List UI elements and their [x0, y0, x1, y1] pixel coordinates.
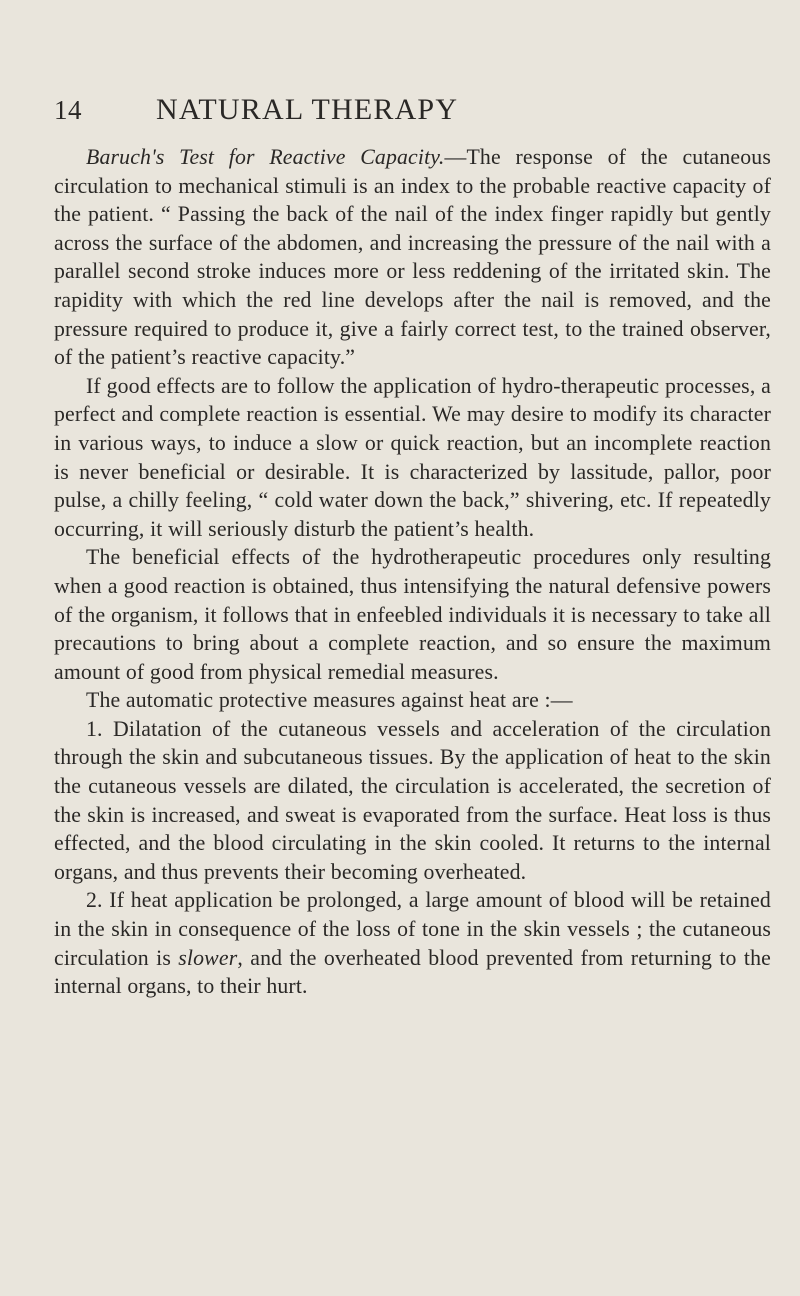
paragraph-text: 2. If heat application be prolonged, a large amount of blood will be retained in the skin in consequence of the loss of tone in the skin vessels ; the cutaneous circulation is [54, 888, 771, 970]
page-header [54, 92, 554, 132]
paragraph-text: , and the overheated blood prevented from returning to the internal organs, to their hurt. [54, 945, 771, 999]
paragraph [54, 543, 771, 686]
paragraph [54, 686, 771, 715]
running-head: NATURAL THERAPY [156, 93, 459, 126]
paragraph [54, 143, 771, 372]
page-number: 14 [54, 95, 82, 125]
paragraph [54, 715, 771, 887]
body-text [54, 143, 771, 1001]
paragraph-text: If good effects are to follow the application of hydro-therapeutic processes, a perfect and complete reaction is essential. We may desire to modify its character in various ways, to induce a slow or quick reaction, but an incomplete reaction is never beneficial or desirable. It is characterized by lassitude, pallor, poor pulse, a chilly feeling, “ cold water down the back,” shivering, etc. If repeatedly occurring, it will seriously disturb the patient’s health. [54, 373, 771, 541]
paragraph-text: The automatic protective measures against heat are :— [86, 688, 573, 713]
paragraph-text: —The response of the cutaneous circulation to mechanical stimuli is an index to the probable reactive capacity of the patient. “ Passing the back of the nail of the index finger rapidly but gently across the surface of the abdomen, and increasing the pressure of the nail with a parallel second stroke induces more or less reddening of the irritated skin. The rapidity with which the red line develops after the nail is removed, and the pressure required to produce it, give a fairly correct test, to the trained observer, of the patient’s reactive capacity.” [54, 145, 771, 370]
paragraph-text: 1. Dilatation of the cutaneous vessels and acceleration of the circulation through the skin and subcutaneous tissues. By the application of heat to the skin the cutaneous vessels are dilated, the circulation is accelerated, the secretion of the skin is increased, and sweat is evaporated from the surface. Heat loss is thus effected, and the blood circulating in the skin cooled. It returns to the internal organs, and thus prevents their becoming overheated. [54, 716, 771, 884]
section-heading: Baruch's Test for Reactive Capacity. [86, 145, 445, 169]
emphasis-text: slower [178, 945, 238, 970]
paragraph [54, 886, 771, 1000]
paragraph [54, 372, 771, 544]
paragraph-text: The beneficial effects of the hydrotherapeutic procedures only resulting when a good reaction is obtained, thus intensifying the natural defensive powers of the organism, it follows that in enfeebled individuals it is necessary to take all precautions to bring about a complete reaction, and so ensure the maximum amount of good from physical remedial measures. [54, 545, 771, 684]
